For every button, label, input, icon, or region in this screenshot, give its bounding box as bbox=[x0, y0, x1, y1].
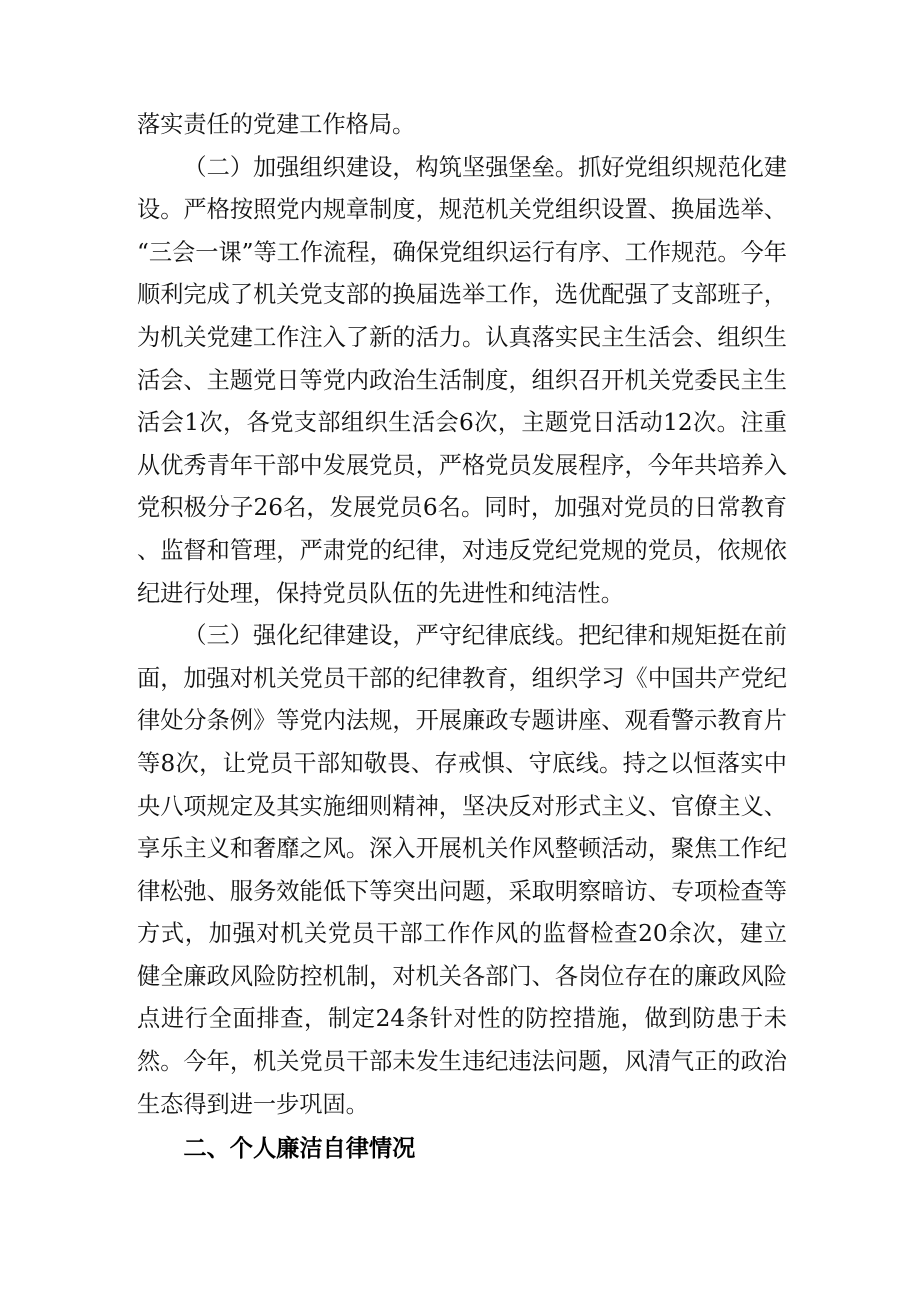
document-body bbox=[137, 104, 787, 1171]
paragraph-continuation: 落实责任的党建工作格局。 bbox=[137, 111, 416, 138]
paragraph-organization-building: （二）加强组织建设，构筑坚强堡垒。抓好党组织规范化建设。严格按照党内规章制度，规范机关党组织设置、换届选举、“三会一课”等工作流程，确保党组织运行有序、工作规范。今年顺利完成了机关党支部的换届选举工作，选优配强了支部班子，为机关党建工作注入了新的活力。认真落实民主生活会、组织生活会、主题党日等党内政治生活制度，组织召开机关党委民主生活会1次，各党支部组织生活会6次，主题党日活动12次。注重从优秀青年干部中发展党员，严格党员发展程序，今年共培养入党积极分子26名，发展党员6名。同时，加强对党员的日常教育、监督和管理，严肃党的纪律，对违反党纪党规的党员，依规依纪进行处理，保持党员队伍的先进性和纯洁性。 bbox=[137, 153, 787, 607]
section-heading-personal-integrity: 二、个人廉洁自律情况 bbox=[183, 1135, 416, 1163]
paragraph-discipline-building: （三）强化纪律建设，严守纪律底线。把纪律和规矩挺在前面，加强对机关党员干部的纪律教育，组织学习《中国共产党纪律处分条例》等党内法规，开展廉政专题讲座、观看警示教育片等8次，让党员干部知敬畏、存戒惧、守底线。持之以恒落实中央八项规定及其实施细则精神，坚决反对形式主义、官僚主义、享乐主义和奢靡之风。深入开展机关作风整顿活动，聚焦工作纪律松弛、服务效能低下等突出问题，采取明察暗访、专项检查等方式，加强对机关党员干部工作作风的监督检查20余次，建立健全廉政风险防控机制，对机关各部门、各岗位存在的廉政风险点进行全面排查，制定24条针对性的防控措施，做到防患于未然。今年，机关党员干部未发生违纪违法问题，风清气正的政治生态得到进一步巩固。 bbox=[137, 622, 787, 1118]
